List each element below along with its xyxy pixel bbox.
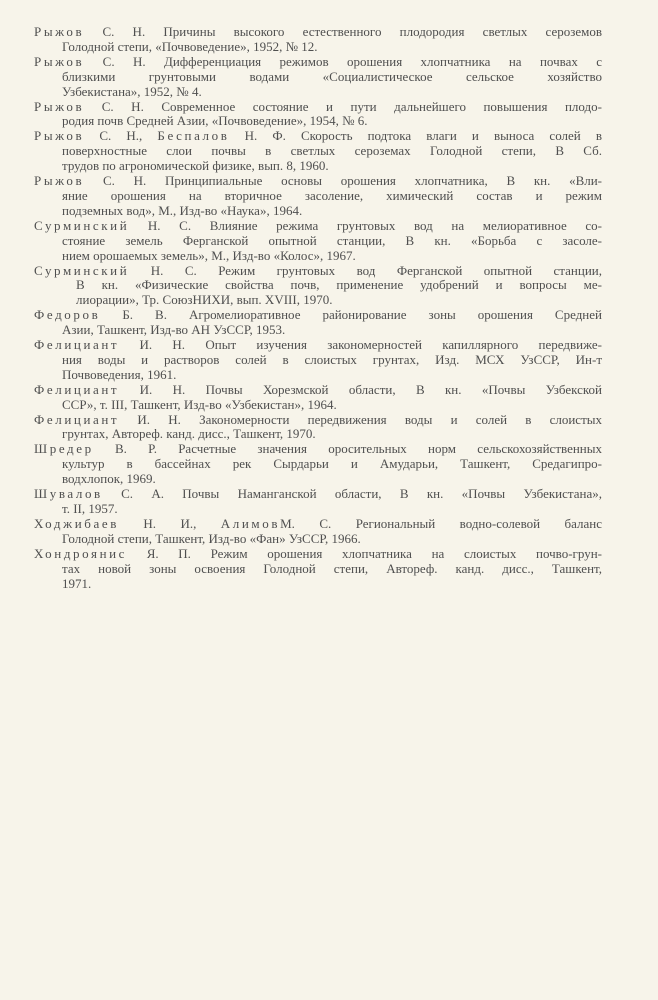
bibliography-entry [34, 547, 602, 592]
bibliography-entry [34, 219, 602, 264]
entry-text: Скорость подтока влаги и выноса солей в [300, 128, 602, 144]
author-initials: Н. Ф. [229, 128, 301, 144]
bibliography-entry [34, 442, 602, 487]
author-surname: Алимов [220, 515, 281, 531]
author-surname: Рыжов [34, 173, 85, 189]
author-surname: Федоров [34, 307, 101, 323]
entry-text: ния воды и растворов солей в слоистых грунтах, Изд. МСХ УзССР, Ин-т [62, 351, 602, 367]
author-surname: Фелициант [34, 411, 120, 427]
entry-text: Режим грунтовых вод Ферганской опытной станции, [218, 262, 602, 278]
author-surname: Рыжов [34, 24, 85, 39]
entry-continuation-line [34, 249, 602, 264]
entry-text: нием орошаемых земель», М., Изд-во «Колос», 1967. [62, 247, 356, 263]
entry-continuation-line [34, 144, 602, 159]
entry-first-line [34, 219, 602, 234]
author-initials: Б. В. [100, 307, 189, 323]
entry-text: Почвы Хорезмской области, В кн. «Почвы Узбекской [205, 381, 602, 397]
entry-text: Расчетные значения оросительных норм сельскохозяйственных [178, 441, 602, 457]
entry-text: Почвоведения, 1961. [62, 366, 177, 382]
author-initials: Н. И., [118, 515, 221, 531]
entry-text: Азии, Ташкент, Изд-во АН УзССР, 1953. [62, 322, 286, 338]
author-surname: Шредер [34, 441, 94, 457]
author-initials: Н. С. [129, 262, 219, 278]
entry-text: т. II, 1957. [62, 501, 118, 516]
entry-first-line [34, 487, 602, 502]
author-surname: Ходжибаев [34, 515, 119, 531]
entry-text: трудов по агрономической физике, вып. 8, 1960. [62, 158, 329, 174]
bibliography-entry [34, 129, 602, 174]
entry-text: Современное состояние и пути дальнейшего повышения плодо- [161, 98, 602, 114]
entry-first-line [34, 442, 602, 457]
entry-first-line [34, 174, 602, 189]
entry-first-line [34, 129, 602, 144]
entry-continuation-line [34, 577, 602, 592]
entry-continuation-line [34, 85, 602, 100]
author-initials: И. Н. [119, 381, 206, 397]
entry-first-line [34, 547, 602, 562]
author-initials: С. Н., [84, 128, 158, 144]
entry-continuation-line [34, 427, 602, 442]
author-surname: Рыжов [34, 98, 85, 114]
entry-text: близкими грунтовыми водами «Социалистическое сельское хозяйство [62, 68, 602, 84]
entry-continuation-line [34, 159, 602, 174]
entry-continuation-line [34, 204, 602, 219]
author-initials: С. Н. [84, 53, 164, 69]
entry-continuation-line [34, 234, 602, 249]
entry-text: Принципиальные основы орошения хлопчатника, В кн. «Вли- [164, 173, 603, 189]
author-surname: Хондроянис [34, 545, 128, 561]
author-initials: С. Н. [84, 98, 162, 114]
entry-text: ССР», т. III, Ташкент, Изд-во «Узбекистан», 1964. [62, 396, 337, 412]
bibliography-entry [34, 174, 602, 219]
author-initials: С. Н. [84, 173, 165, 189]
entry-text: Закономерности передвижения воды и солей в слоистых [199, 411, 602, 427]
entry-text: стояние земель Ферганской опытной станции, В кн. «Борьба с засоле- [62, 232, 602, 248]
entry-continuation-line [34, 293, 602, 308]
bibliography-entry [34, 100, 602, 130]
entry-text: Узбекистана», 1952, № 4. [62, 83, 202, 99]
entry-first-line [34, 100, 602, 115]
bibliography-entry [34, 487, 602, 517]
author-initials: Н. С. [129, 217, 210, 233]
entry-continuation-line [34, 368, 602, 383]
entry-first-line [34, 55, 602, 70]
entry-text: водхлопок, 1969. [62, 471, 156, 487]
entry-continuation-line [34, 189, 602, 204]
entry-text: Почвы Наманганской области, В кн. «Почвы Узбекистана», [182, 486, 602, 502]
entry-continuation-line [34, 457, 602, 472]
author-surname: Фелициант [34, 381, 120, 397]
entry-continuation-line [34, 40, 602, 55]
entry-text: тах новой зоны освоения Голодной степи, Автореф. канд. дисс., Ташкент, [62, 560, 602, 576]
entry-text: Голодной степи, «Почвоведение», 1952, № 12. [62, 38, 318, 54]
author-initials: И. Н. [119, 337, 206, 353]
entry-continuation-line [34, 562, 602, 577]
entry-text: подземных вод», М., Изд-во «Наука», 1964. [62, 202, 303, 218]
bibliography-entry [34, 413, 602, 443]
bibliography-entry [34, 264, 602, 309]
entry-continuation-line [34, 502, 602, 517]
author-surname: Сурминский [34, 217, 130, 233]
entry-first-line [34, 25, 602, 40]
entry-text: В кн. «Физические свойства почв, применение удобрений и вопросы ме- [76, 277, 602, 293]
author-initials: С. Н. [84, 24, 164, 39]
entry-continuation-line [34, 353, 602, 368]
entry-text: Влияние режима грунтовых вод на мелиоративное со- [209, 217, 602, 233]
entry-text: Дифференциация режимов орошения хлопчатника на почвах с [163, 53, 602, 69]
bibliography-entry [34, 517, 602, 547]
author-surname: Рыжов [34, 128, 85, 144]
entry-continuation-line [34, 532, 602, 547]
entry-first-line [34, 413, 602, 428]
entry-text: Голодной степи, Ташкент, Изд-во «Фан» УзССР, 1966. [62, 530, 361, 546]
entry-first-line [34, 264, 602, 279]
entry-first-line [34, 517, 602, 532]
entry-text: 1971. [62, 575, 92, 591]
entry-text: культур в бассейнах рек Сырдарьи и Амударьи, Ташкент, Средагипро- [62, 456, 602, 472]
bibliography-entry [34, 383, 602, 413]
entry-text: лиорации», Тр. СоюзНИХИ, вып. XVIII, 1970. [76, 292, 333, 308]
entry-text: Режим орошения хлопчатника на слоистых почво-грун- [210, 545, 602, 561]
entry-text: Агромелиоративное районирование зоны орошения Средней [188, 307, 602, 323]
entry-continuation-line [34, 114, 602, 129]
bibliography-entry [34, 338, 602, 383]
author-surname: Фелициант [34, 337, 120, 353]
entry-text: Причины высокого естественного плодородия светлых сероземов [163, 24, 603, 39]
entry-continuation-line [34, 278, 602, 293]
entry-text: Региональный водно-солевой баланс [355, 515, 602, 531]
bibliography-entry [34, 308, 602, 338]
author-surname: Шувалов [34, 486, 103, 502]
bibliography-list [34, 25, 602, 591]
entry-text: Опыт изучения закономерностей капиллярного передвиже- [205, 337, 602, 353]
bibliography-entry [34, 25, 602, 55]
author-surname: Сурминский [34, 262, 130, 278]
entry-text: грунтах, Автореф. канд. дисс., Ташкент, 1970. [62, 426, 316, 442]
entry-continuation-line [34, 398, 602, 413]
author-surname: Беспалов [157, 128, 230, 144]
entry-first-line [34, 383, 602, 398]
entry-first-line [34, 308, 602, 323]
author-initials: М. С. [280, 515, 356, 531]
entry-continuation-line [34, 323, 602, 338]
entry-text: яние орошения на вторичное засоление, химический состав и режим [62, 187, 602, 203]
entry-continuation-line [34, 472, 602, 487]
author-initials: С. А. [102, 486, 183, 502]
author-surname: Рыжов [34, 53, 85, 69]
author-initials: И. Н. [119, 411, 200, 427]
author-initials: В. Р. [93, 441, 179, 457]
entry-continuation-line [34, 70, 602, 85]
author-initials: Я. П. [127, 545, 211, 561]
entry-first-line [34, 338, 602, 353]
entry-text: поверхностные слои почвы в светлых сероземах Голодной степи, В Сб. [62, 143, 602, 159]
entry-text: родия почв Средней Азии, «Почвоведение», 1954, № 6. [62, 113, 368, 129]
bibliography-entry [34, 55, 602, 100]
